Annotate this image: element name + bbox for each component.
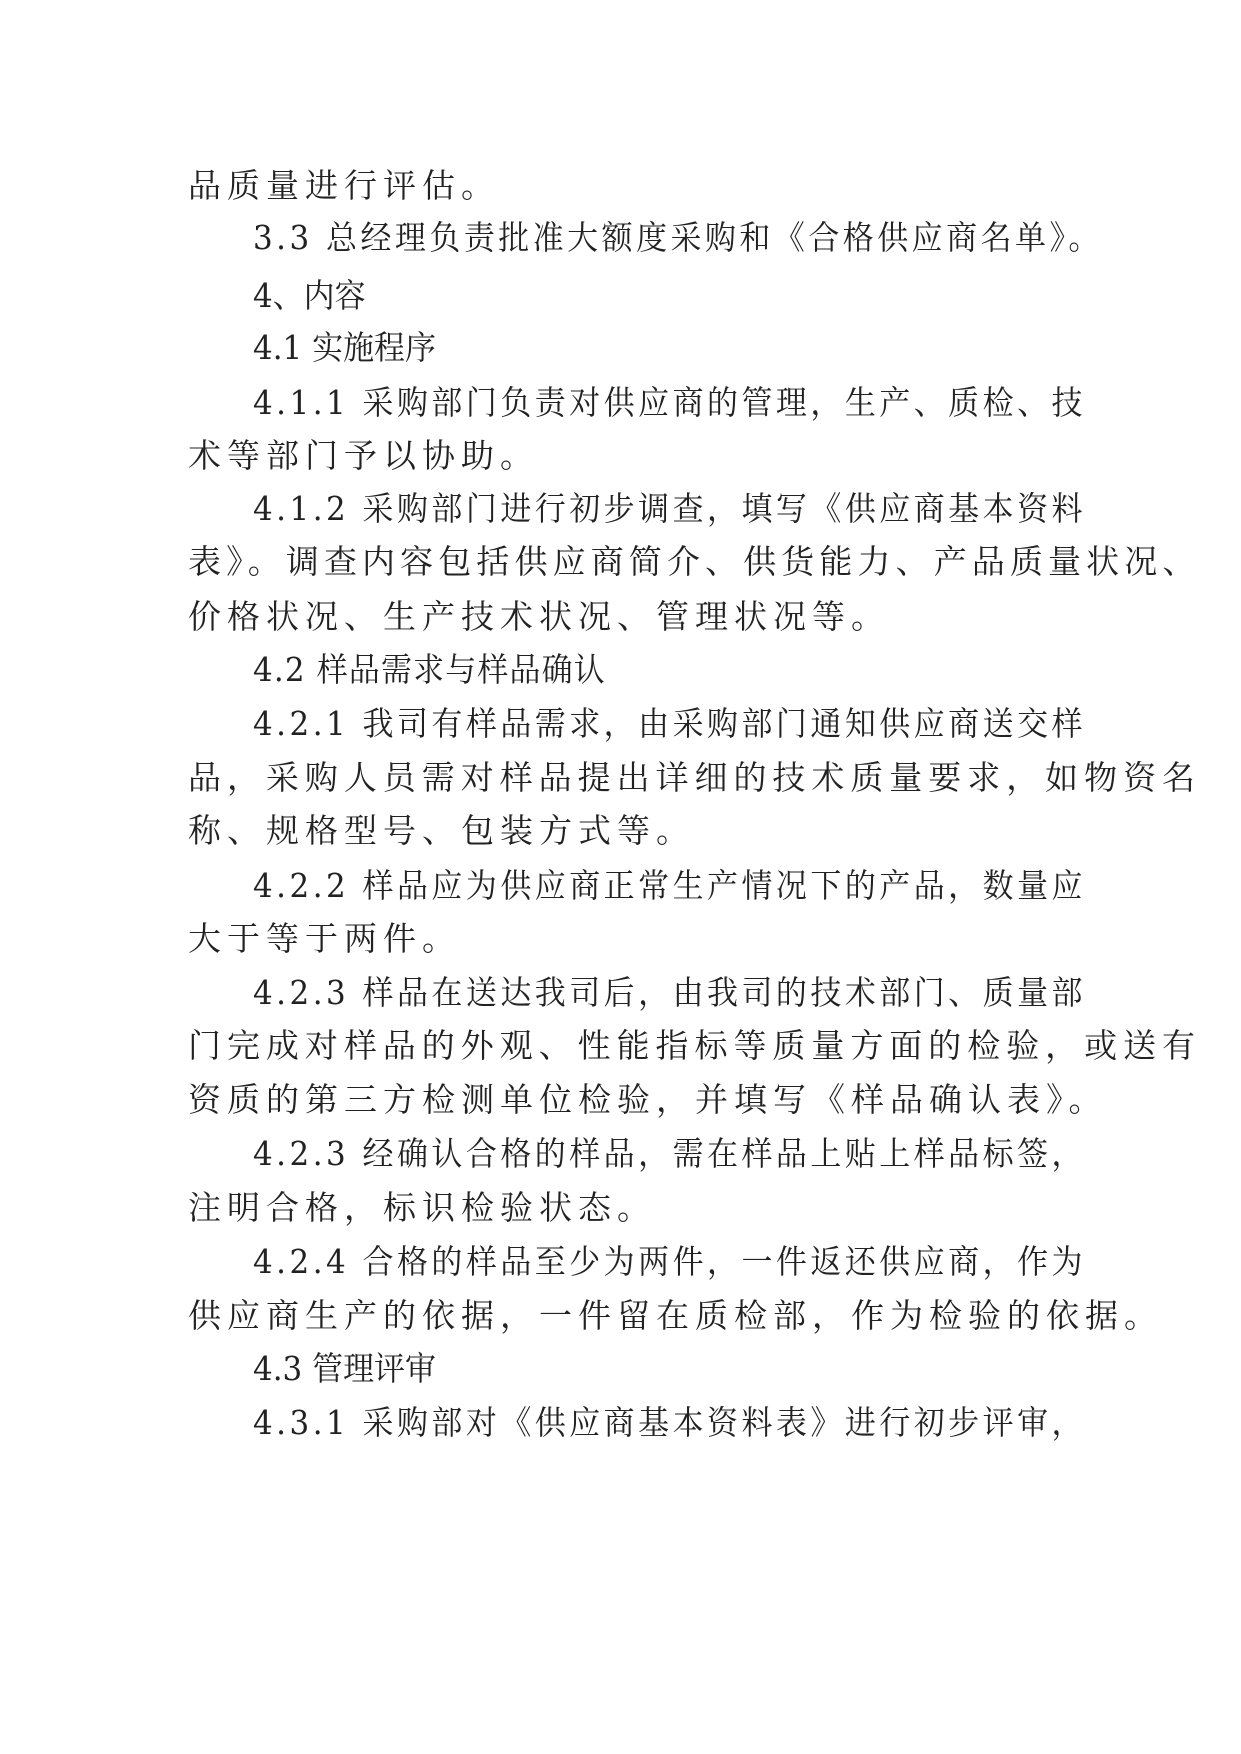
text-line: 4.1.1 采购部门负责对供应商的管理，生产、质检、技 (253, 383, 1086, 422)
section-heading: 4.1 实施程序 (253, 328, 437, 367)
text-line: 大于等于两件。 (188, 919, 461, 958)
section-heading: 4.2 样品需求与样品确认 (253, 650, 606, 689)
text-line: 4.2.3 样品在送达我司后，由我司的技术部门、质量部 (253, 973, 1086, 1012)
text-line: 表》。调查内容包括供应商简介、供货能力、产品质量状况、 (188, 542, 1201, 581)
text-line: 术等部门予以协助。 (188, 436, 539, 475)
text-line: 4.3.1 采购部对《供应商基本资料表》进行初步评审， (253, 1403, 1086, 1442)
text-line: 品质量进行评估。 (188, 166, 500, 205)
text-line: 称、规格型号、包装方式等。 (188, 811, 695, 850)
text-line: 价格状况、生产技术状况、管理状况等。 (188, 597, 890, 636)
text-line: 4.2.3 经确认合格的样品，需在样品上贴上样品标签， (253, 1134, 1086, 1173)
section-heading: 4.3 管理评审 (253, 1349, 437, 1388)
text-line: 资质的第三方检测单位检验，并填写《样品确认表》。 (188, 1080, 1108, 1119)
text-line: 4.2.1 我司有样品需求，由采购部门通知供应商送交样 (253, 704, 1086, 743)
text-line: 4.2.4 合格的样品至少为两件，一件返还供应商，作为 (253, 1242, 1086, 1281)
text-line: 4.2.2 样品应为供应商正常生产情况下的产品，数量应 (253, 866, 1086, 905)
text-line: 品，采购人员需对样品提出详细的技术质量要求，如物资名 (188, 758, 1201, 797)
text-line: 4.1.2 采购部门进行初步调查，填写《供应商基本资料 (253, 489, 1086, 528)
text-line: 3.3 总经理负责批准大额度采购和《合格供应商名单》。 (253, 218, 1103, 257)
text-line: 注明合格，标识检验状态。 (188, 1188, 656, 1227)
section-heading: 4、内容 (253, 276, 366, 315)
text-line: 门完成对样品的外观、性能指标等质量方面的检验，或送有 (188, 1026, 1201, 1065)
text-line: 供应商生产的依据，一件留在质检部，作为检验的依据。 (188, 1296, 1163, 1335)
